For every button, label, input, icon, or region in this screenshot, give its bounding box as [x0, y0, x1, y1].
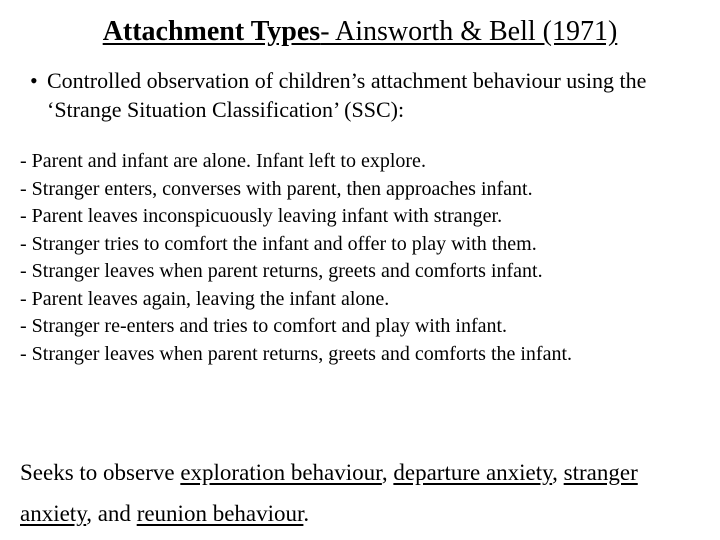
procedure-step-6: - Parent leaves again, leaving the infant alone. [20, 287, 390, 310]
procedure-step-5: - Stranger leaves when parent returns, greets and comforts infant. [20, 260, 543, 282]
procedure-step-8: - Stranger leaves when parent returns, greets and comforts the infant. [20, 342, 573, 365]
summary-separator-3: , and [86, 501, 137, 526]
procedure-step-3: - Parent leaves inconspicuously leaving infant with stranger. [20, 205, 503, 227]
summary-suffix: . [303, 501, 310, 526]
term-departure-anxiety: departure anxiety [393, 460, 553, 485]
summary-text [20, 452, 710, 534]
slide-title-authors: - Ainsworth & Bell (1971) [320, 16, 618, 47]
term-exploration-behaviour: exploration behaviour [180, 460, 382, 485]
procedure-step-2: - Stranger enters, converses with parent, then approaches infant. [20, 177, 533, 200]
term-reunion-behaviour: reunion behaviour [136, 501, 304, 526]
slide-title-main: Attachment Types [102, 16, 321, 47]
procedure-steps [20, 148, 710, 368]
intro-bullet [30, 66, 700, 124]
summary-separator-1: , [381, 460, 394, 485]
intro-bullet-text: Controlled observation of children’s attachment behaviour using the ‘Strange Situation Classification’ (SSC): [47, 68, 647, 122]
procedure-step-7: - Stranger re-enters and tries to comfort and play with infant. [20, 315, 508, 337]
bullet-icon: • [30, 68, 38, 93]
slide-title [0, 14, 720, 50]
slide-title-underlined [103, 16, 618, 47]
term-stranger-anxiety: stranger anxiety [20, 460, 638, 526]
procedure-step-4: - Stranger tries to comfort the infant and offer to play with them. [20, 232, 537, 255]
procedure-step-1: - Parent and infant are alone. Infant left to explore. [20, 150, 426, 172]
summary-separator-2: , [552, 460, 564, 485]
summary-prefix: Seeks to observe [20, 460, 181, 485]
